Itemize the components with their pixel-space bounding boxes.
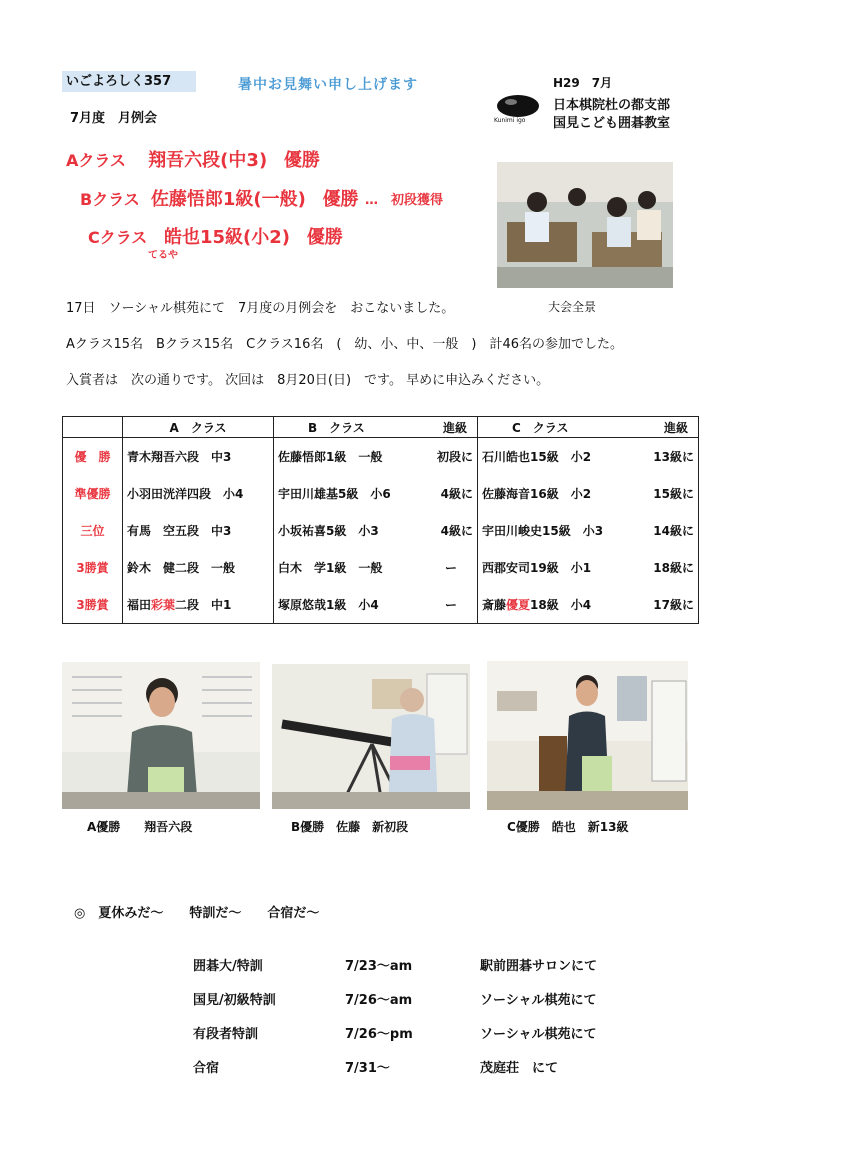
schedule-date: 7/26～am	[345, 993, 413, 1008]
schedule-event: 国見/初級特訓	[193, 993, 276, 1008]
winner-c-ruby: てるや	[148, 250, 178, 261]
class-name: 国見こども囲碁教室	[553, 116, 671, 131]
schedule-event: 有段者特訓	[193, 1027, 259, 1042]
header-c-promo: 進級	[663, 420, 688, 435]
cell-b: 白木 学1級 一般 ー	[274, 549, 478, 586]
greeting: 暑中お見舞い申し上げます	[238, 77, 418, 93]
schedule-place: ソーシャル棋苑にて	[480, 1027, 597, 1042]
winner-a-result: 優勝	[283, 150, 320, 171]
tournament-photo	[497, 162, 673, 288]
row-label: 3勝賞	[63, 549, 123, 586]
schedule-place: ソーシャル棋苑にて	[480, 993, 597, 1008]
header-b-promo: 進級	[442, 420, 467, 435]
winner-a	[66, 146, 320, 172]
cell-c: 斎藤優夏18級 小4 17級に	[478, 586, 699, 624]
header-a-class: A クラス	[123, 417, 274, 438]
row-label: 優 勝	[63, 438, 123, 476]
results-table	[62, 416, 699, 624]
summer-heading: ◎ 夏休みだ～ 特訓だ～ 合宿だ～	[74, 906, 320, 921]
cell-b: 佐藤悟郎1級 一般 初段に	[274, 438, 478, 476]
winner-b-photo-caption: B優勝 佐藤 新初段	[291, 820, 409, 834]
newsletter-tag: いごよろしく357	[62, 71, 196, 92]
winner-b-class: Bクラス	[80, 190, 140, 209]
go-stone-icon	[497, 95, 539, 117]
cell-a: 鈴木 健二段 一般	[123, 549, 274, 586]
report-line-3: 入賞者は 次の通りです。 次回は 8月20日(日) です。 早めに申込みください。	[66, 373, 550, 388]
issue-date: H29 7月	[553, 76, 613, 90]
header-c-class: C クラス 進級	[478, 417, 699, 438]
winner-b-photo	[272, 664, 470, 809]
row-label: 三位	[63, 512, 123, 549]
winner-c	[88, 223, 343, 249]
winner-a-name: 翔吾六段(中3)	[148, 150, 268, 171]
table-row	[63, 438, 699, 476]
cell-a: 青木翔吾六段 中3	[123, 438, 274, 476]
cell-a: 福田彩葉二段 中1	[123, 586, 274, 624]
winner-b-note: … 初段獲得	[365, 193, 444, 208]
winner-b-name: 佐藤悟郎1級(一般)	[150, 189, 306, 210]
table-row	[63, 549, 699, 586]
row-label: 3勝賞	[63, 586, 123, 624]
meeting-title: 7月度 月例会	[70, 111, 158, 126]
winner-a-photo-caption: A優勝 翔吾六段	[87, 820, 193, 834]
winner-a-photo	[62, 662, 260, 809]
cell-c: 石川皓也15級 小2 13級に	[478, 438, 699, 476]
schedule-event: 合宿	[193, 1061, 220, 1076]
cell-a: 有馬 空五段 中3	[123, 512, 274, 549]
winner-c-name: 皓也15級(小2)	[163, 227, 291, 248]
cell-b: 宇田川雄基5級 小6 4級に	[274, 475, 478, 512]
cell-a: 小羽田洸洋四段 小4	[123, 475, 274, 512]
cell-c: 佐藤海音16級 小2 15級に	[478, 475, 699, 512]
row-label: 準優勝	[63, 475, 123, 512]
winner-c-class: Cクラス	[88, 228, 148, 247]
main-photo-caption: 大会全景	[548, 300, 597, 314]
cell-b: 小坂祐喜5級 小3 4級に	[274, 512, 478, 549]
schedule-place: 茂庭荘 にて	[480, 1061, 559, 1076]
report-line-1: 17日 ソーシャル棋苑にて 7月度の月例会を おこないました。	[66, 301, 455, 316]
schedule-date: 7/26～pm	[345, 1027, 413, 1042]
header-b-class: B クラス 進級	[274, 417, 478, 438]
cell-b: 塚原悠哉1級 小4 ー	[274, 586, 478, 624]
cell-c: 西郡安司19級 小1 18級に	[478, 549, 699, 586]
schedule-date: 7/23～am	[345, 959, 413, 974]
winner-c-photo	[487, 661, 688, 810]
logo	[494, 95, 544, 123]
header-blank	[63, 417, 123, 438]
org-name: 日本棋院杜の都支部	[553, 98, 671, 113]
schedule-event: 囲碁大/特訓	[193, 959, 263, 974]
winner-a-class: Aクラス	[66, 151, 126, 170]
table-row	[63, 512, 699, 549]
report-line-2: Aクラス15名 Bクラス15名 Cクラス16名 ( 幼、小、中、一般 ) 計46名の参加でした。	[66, 337, 624, 352]
table-header-row	[63, 417, 699, 438]
schedule-date: 7/31～	[345, 1061, 390, 1076]
winner-b	[80, 185, 359, 211]
schedule-place: 駅前囲碁サロンにて	[480, 959, 598, 974]
winner-c-result: 優勝	[306, 227, 343, 248]
table-row	[63, 475, 699, 512]
winner-b-result: 優勝	[322, 189, 359, 210]
logo-caption: Kunimi igo	[494, 117, 526, 124]
table-row	[63, 586, 699, 624]
winner-c-photo-caption: C優勝 皓也 新13級	[507, 820, 629, 834]
cell-c: 宇田川峻史15級 小3 14級に	[478, 512, 699, 549]
